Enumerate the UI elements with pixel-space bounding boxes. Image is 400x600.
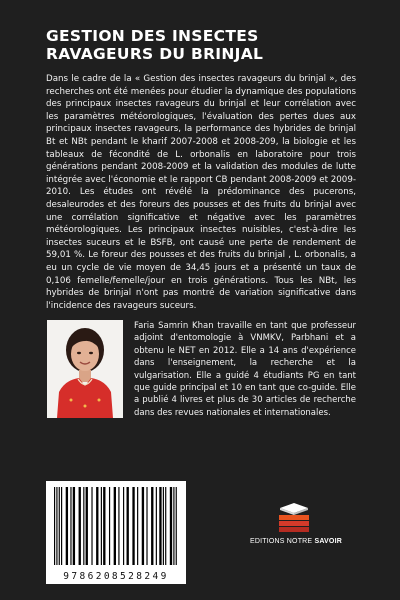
barcode-bar — [163, 487, 164, 565]
barcode-bar — [96, 487, 98, 565]
barcode-bar — [127, 487, 129, 565]
barcode-bar — [91, 487, 92, 565]
barcode-bar — [114, 487, 116, 565]
author-photo — [47, 320, 123, 418]
barcode-bar — [59, 487, 60, 565]
publisher-name — [250, 538, 342, 545]
barcode-bar — [142, 487, 144, 565]
barcode-bar — [79, 487, 81, 565]
barcode-bar — [170, 487, 172, 565]
barcode-bar — [118, 487, 119, 565]
barcode-bar — [123, 487, 124, 565]
barcode-bars — [46, 481, 186, 567]
isbn-number: 9786208528249 — [63, 571, 169, 582]
book-title: GESTION DES INSECTES RAVAGEURS DU BRINJAL — [46, 27, 264, 63]
author-portrait-image — [47, 320, 123, 418]
barcode-bar — [86, 487, 88, 565]
barcode-bar — [146, 487, 147, 565]
publisher-name-part2: SAVOIR — [314, 538, 342, 545]
barcode-bar — [159, 487, 161, 565]
barcode-bar — [151, 487, 153, 565]
barcode-bar — [54, 487, 55, 565]
barcode-bar — [61, 487, 62, 565]
barcode-bar — [83, 487, 84, 565]
barcode-bar — [70, 487, 71, 565]
barcode-bar — [56, 487, 57, 565]
barcode-bar — [132, 487, 134, 565]
publisher-logo — [250, 500, 342, 545]
book-summary: Dans le cadre de la « Gestion des insectes ravageurs du brinjal », des recherches ont été menées pour étudier la dynamique des populations des principaux insectes ravageurs du brinjal et leur corrélation avec les paramètres météorologiques, l'évaluation des pertes dues aux principaux insectes ravageurs, la performance des hybrides de brinjal Bt et NBt pendant le kharif 2007-2008 et 2008-209, la biologie et les tableaux de fécondité de L. orbonalis en laboratoire pour trois générations pendant 2008-2009 et la validation des modules de lutte intégrée avec l'économie et le rapport CB pendant 2008-2009 et 2009-2010. Les études ont révélé la prédominance des pucerons, desaleurodes et des foreurs des pousses et des fruits du brinjal avec une corrélation significative et négative avec les paramètres météorologiques. Les principaux insectes nuisibles, c'est-à-dire les insectes suceurs et le BSFB, ont causé une perte de rendement de 59,01 %. Le foreur des pousses et des fruits du brinjal , L. orbonalis, a eu un cycle de vie moyen de 34,45 jours et a présenté un taux de 0,106 femelle/femelle/jour en trois générations. Tous les NBt, les hybrides de brinjal n'ont pas montré de variation significative dans l'incidence des ravageurs suceurs. — [46, 74, 356, 311]
author-biography: Faria Samrin Khan travaille en tant que professeur adjoint d'entomologie à VNMKV, Parbhani et a obtenu le NET en 2012. Elle a 14 ans d'expérience dans l'enseignement, la recherche et la vulgarisation. Elle a guidé 4 étudiants PG en tant que guide principal et 10 en tant que co-guide. Elle a publié 4 livres et plus de 30 articles de recherche dans des revues nationales et internationales. — [134, 321, 356, 418]
barcode-bar — [165, 487, 166, 565]
barcode-bar — [137, 487, 138, 565]
barcode-bar — [156, 487, 157, 565]
barcode-bar — [176, 487, 177, 565]
isbn-barcode — [46, 481, 186, 584]
book-stack-icon — [274, 500, 314, 534]
barcode-bar — [101, 487, 102, 565]
barcode-bar — [109, 487, 110, 565]
publisher-name-part1: EDITIONS NOTRE — [250, 538, 315, 545]
barcode-bar — [66, 487, 68, 565]
barcode-bar — [73, 487, 75, 565]
barcode-bar — [103, 487, 105, 565]
barcode-bar — [173, 487, 174, 565]
